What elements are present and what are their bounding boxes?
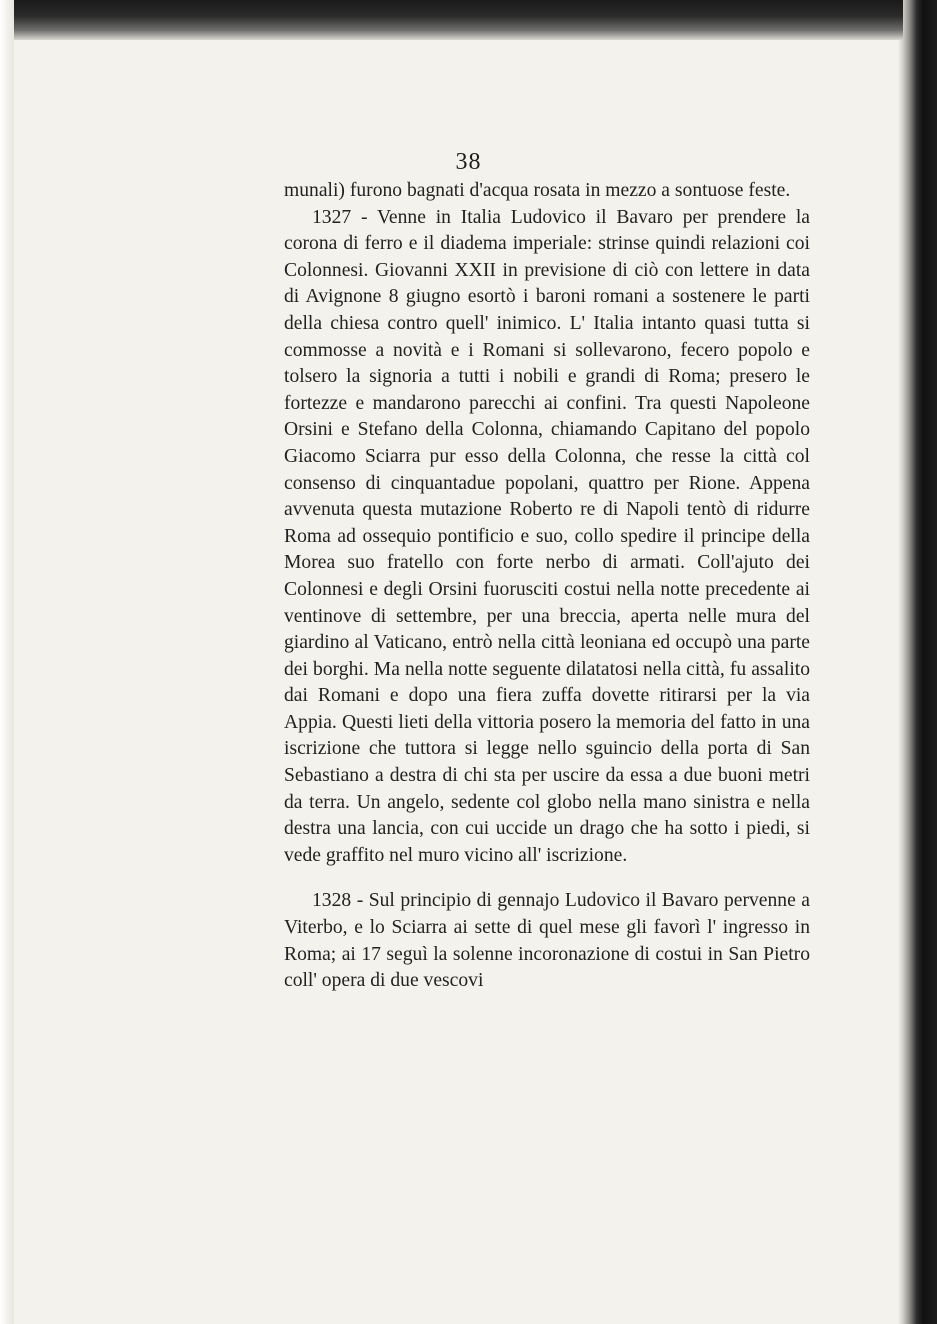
paragraph-continuation: munali) furono bagnati d'acqua rosata in mezzo a sontuose feste. [284, 180, 791, 201]
paragraph-1328: 1328 - Sul principio di gennajo Ludovico il Bavaro pervenne a Viterbo, e lo Sciarra ai sette di quel mese gli favorì l' ingresso in Roma; ai 17 seguì la solenne incoronazione di costui in San Pietro coll' opera di due vescovi [284, 890, 810, 992]
scan-right-edge [903, 0, 937, 1324]
body-text [284, 178, 810, 995]
scan-top-edge [0, 0, 937, 40]
scan-left-edge [0, 0, 14, 1324]
paragraph-1327: 1327 - Venne in Italia Ludovico il Bavaro per prendere la corona di ferro e il diadema imperiale: strinse quindi relazioni coi Colonnesi. Giovanni XXII in previsione di ciò con lettere in data di Avignone 8 giugno esortò i baroni romani a sostenere le parti della chiesa contro quell' inimico. L' Italia intanto quasi tutta si commosse a novità e i Romani si sollevarono, fecero popolo e tolsero la signoria a tutti i nobili e grandi di Roma; presero le fortezze e mandarono parecchi ai confini. Tra questi Napoleone Orsini e Stefano della Colonna, chiamando Capitano del popolo Giacomo Sciarra pur esso della Colonna, che resse la città col consenso di cinquantadue popolani, quattro per Rione. Appena avvenuta questa mutazione Roberto re di Napoli tentò di ridurre Roma ad ossequio pontificio e suo, collo spedire il principe della Morea suo fratello con forte nerbo di armati. Coll'ajuto dei Colonnesi e degli Orsini fuorusciti costui nella notte precedente ai ventinove di settembre, per una breccia, aperta nelle mura del giardino al Vaticano, entrò nella città leoniana ed occupò una parte dei borghi. Ma nella notte seguente dilatatosi nella città, fu assalito dai Romani e dopo una fiera zuffa dovette ritirarsi per la via Appia. Questi lieti della vittoria posero la memoria del fatto in una iscrizione che tuttora si legge nello sguincio della porta di San Sebastiano a destra di chi sta per uscire da essa a due buoni metri da terra. Un angelo, sedente col globo nella mano sinistra e nella destra una lancia, con cui uccide un drago che ha sotto i piedi, si vede graffito nel muro vicino all' iscrizione. [284, 206, 810, 866]
page-number: 38 [455, 149, 482, 175]
